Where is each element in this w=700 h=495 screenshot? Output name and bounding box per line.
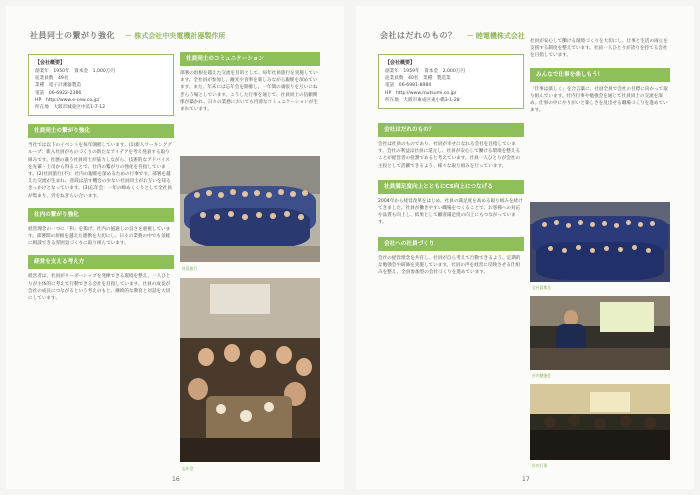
photo-caption: 社内行事 xyxy=(532,463,548,468)
section-heading: 社員満足度向上とともにCS向上につなげる xyxy=(378,180,524,194)
right-info-line: 従業員数 40名 業種 製造業 xyxy=(385,76,451,82)
right-page-subtitle: － 睦電機株式会社 xyxy=(466,32,525,40)
section-text: 部署の垣根を越えた交流を目的として、毎年社員旅行を実施しています。全社員が参加し、観光や食事を楽しみながら親睦を深めています。また、年末には忘年会を開催し、一年間の頑張りを互いにねぎらう場としています。こうした行事を通じて、社員同士の信頼関係が築かれ、日々の業務においても円滑なコミュニケーションが生まれています。 xyxy=(180,71,318,113)
photo-caption: 社員旅行 xyxy=(182,266,198,271)
section-text: 会社の経営理念を共有し、社員が自ら考えて行動できるよう、定期的な勉強会や研修を実施しています。社員の声を経営に反映させる仕組みを整え、全員参加型の会社づくりを進めています。 xyxy=(378,255,521,276)
presentation-photo xyxy=(530,296,670,370)
section-heading: 社員同士のコミュニケーション xyxy=(180,52,320,66)
section-heading: 社員同士の繋がり強化 xyxy=(28,124,174,138)
left-company-info-box xyxy=(28,54,174,116)
left-right-column xyxy=(180,52,320,113)
left-page xyxy=(6,6,344,489)
section-heading: みんなで仕事を楽しもう！ xyxy=(530,68,670,82)
section-text: 「仕事は楽しく」を合言葉に、社員全員で会社の目標に向かって取り組んでいます。社内行事や勉強会を通じて社員同士の交流を深め、仕事の中にやりがいと楽しさを見出せる職場づくりを進めています。 xyxy=(530,86,668,114)
section-heading: 経営を支える考え方 xyxy=(28,255,174,269)
right-company-info-box xyxy=(378,54,524,109)
page-number: 17 xyxy=(522,476,530,483)
left-info-line: HP http://www.e-cew.co.jp/ xyxy=(35,97,100,103)
photo-caption: 全社員集合 xyxy=(532,285,551,290)
meeting-photo xyxy=(530,384,670,460)
section-heading: 会社への社員づくり xyxy=(378,237,524,251)
section-heading: 社内の繋がり強化 xyxy=(28,208,174,222)
right-info-title: 【会社概要】 xyxy=(385,60,416,66)
right-info-line: 所在地 大阪市東成区東小橋3-1-28 xyxy=(385,97,460,103)
photo-caption: 忘年会 xyxy=(182,466,194,471)
left-info-line: 業種 電子計測器製造 xyxy=(35,83,81,89)
right-info-line: 電話 06-6981-8984 xyxy=(385,83,432,89)
intro-text: 社員が安心して働ける環境づくりを大切にし、仕事と生活の両立を支援する制度を整えています。社員一人ひとりが誇りを持てる会社を目指しています。 xyxy=(530,39,668,59)
group-photo-all-staff xyxy=(530,202,670,282)
section-text: 経営者は、社員がリーダーシップを発揮できる環境を整え、一人ひとりが主体的に考えて行動できる会社を目指しています。社員の成長が会社の成長につながるという考えのもと、継続的な教育と対話を大切にしています。 xyxy=(28,274,171,302)
left-info-title: 【会社概要】 xyxy=(35,60,66,66)
right-right-column xyxy=(530,38,670,114)
left-page-subtitle: － 株式会社中央電機計器製作所 xyxy=(125,32,226,40)
photo-caption: 社内勉強会 xyxy=(532,373,551,378)
left-section-3 xyxy=(28,255,174,302)
left-info-line: 従業員数 49名 xyxy=(35,76,69,82)
right-info-line: HP http://www.mutsumi.co.jp/ xyxy=(385,90,457,96)
left-info-line: 所在地 大阪市城東区中浜1-7-12 xyxy=(35,105,106,111)
left-info-line: 電話 06-6922-2386 xyxy=(35,90,82,96)
left-page-title: 社員同士の繋がり強化 xyxy=(30,31,115,40)
left-title-row xyxy=(30,30,334,41)
left-info-line: 創業年 1950年 資本金 1,000万円 xyxy=(35,69,115,74)
group-photo-employees xyxy=(180,156,320,262)
right-text-column xyxy=(378,54,524,276)
party-photo xyxy=(180,278,320,462)
section-text: 当社では以下のイベントを毎年開催しています。(1)新人ワーキンググループ：新入社員がものづくりの新たなアイデアを考え発表する取り組みです。社歴の違う社員同士が協力しながら、技術的なアドバイスを先輩・上司から得ることで、社内の繋がりの強化を目指しています。(2)社員旅行(不)：社内の親睦を深めるための行事です。部署を越えた交流が生まれ、普段は話す機会の少ない社員同士がお互いを知るきっかけとなっています。(3)忘年会：一年の締めくくりとして全社員が集まり、労をねぎらい合います。 xyxy=(28,143,172,199)
section-text: 経営理念の一つに「和」を掲げ、社内の風通しの良さを重視しています。部署間の垣根を越えた連携を大切にし、日々の業務の中でも気軽に相談できる雰囲気づくりに取り組んでいます。 xyxy=(28,226,171,247)
left-section-1 xyxy=(28,124,174,200)
left-text-column xyxy=(28,54,174,302)
section-text: 2004年から経営改革をはじめ、社員の満足度を高める取り組みを続けてきました。社員が働きやすい職場をつくることで、お客様への対応や品質も向上し、結果として顧客満足度の向上にもつながっています。 xyxy=(378,198,523,226)
left-section-2 xyxy=(28,208,174,248)
right-page xyxy=(356,6,694,489)
section-heading: 会社はだれのもの？ xyxy=(378,123,524,137)
right-section-3 xyxy=(378,237,524,277)
right-info-line: 創業年 1959年 資本金 2,000万円 xyxy=(385,69,465,74)
page-number: 16 xyxy=(172,476,180,483)
section-text: 会社は社員のものであり、社員が幸せになれる会社を目指しています。会社の利益は社員に還元し、社員が安心して働ける環境を整えることが経営者の役割であると考えています。社員一人ひとりが会社の主役として活躍できるよう、様々な取り組みを行っています。 xyxy=(378,142,521,169)
right-page-title: 会社はだれのもの？ xyxy=(380,31,457,40)
right-section-1 xyxy=(378,123,524,170)
right-section-2 xyxy=(378,180,524,227)
